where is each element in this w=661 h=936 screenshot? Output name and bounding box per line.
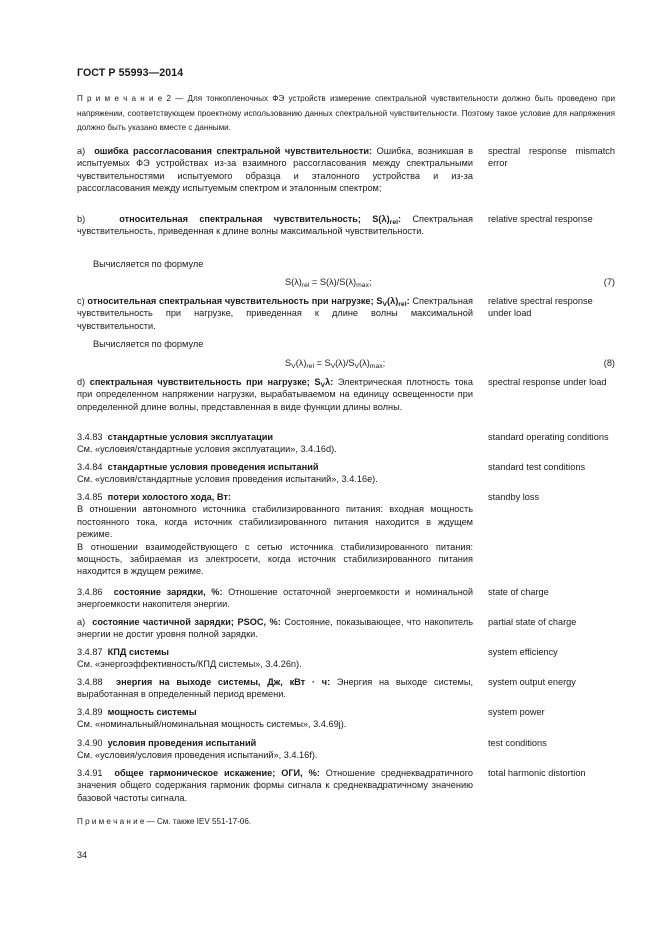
entry-term: ошибка рассогласования спектральной чувствительности: bbox=[94, 146, 373, 156]
entry-text: В отношении автономного источника стабилизированного питания: входная мощность постоянного тока, когда источник стабилизированного питания находится в ждущем режиме. bbox=[77, 504, 473, 540]
note-top bbox=[77, 92, 615, 136]
entry-number: 3.4.90 bbox=[77, 738, 103, 748]
entry-english: relative spectral response under load bbox=[488, 296, 593, 319]
entry-text: См. «энергоэффективность/КПД системы», 3.4.26n). bbox=[77, 659, 302, 670]
entry-number: d) bbox=[77, 377, 86, 387]
entry-term: стандартные условия эксплуатации bbox=[107, 432, 274, 442]
entry-text: Отношение среднеквадратичного значения общего содержания гармоник формы сигнала к среднеквадратичному значению базовой частоты сигнала. bbox=[77, 768, 473, 803]
entry-text: См. «номинальный/номинальная мощность системы», 3.4.69j). bbox=[77, 719, 347, 730]
entry-term: относительная спектральная чувствительность при нагрузке; $S_V(\lambda)_{rel}$: bbox=[87, 296, 410, 308]
entry-text: Отношение остаточной энергоемкости и номинальной энергоемкости накопителя энергии. bbox=[77, 587, 474, 610]
entry-term: энергия на выходе системы, Дж, кВт · ч: bbox=[116, 677, 331, 687]
entry-term: спектральная чувствительность при нагрузке; $S_V\lambda$: bbox=[89, 377, 334, 389]
entry-text: Спектральная чувствительность, приведенная к длине волны максимальной чувствительности. bbox=[77, 214, 473, 237]
entry-number: 3.4.88 bbox=[77, 677, 103, 687]
entry-text: См. «условия/стандартные условия проведения испытаний», 3.4.16е). bbox=[77, 474, 378, 485]
entry-english: standby loss bbox=[488, 492, 540, 502]
entry-text: Спектральная чувствительность при нагрузке, приведенная к длине волны максимальной чувствительности. bbox=[77, 296, 473, 331]
entry-english: state of charge bbox=[488, 587, 549, 597]
document-header: ГОСТ Р 55993—2014 bbox=[77, 67, 184, 79]
entry-number: 3.4.86 bbox=[77, 587, 103, 597]
entry-number: а) bbox=[77, 146, 86, 156]
entry-text: См. «условия/условия проведения испытаний», 3.4.16f). bbox=[77, 750, 318, 761]
entry-english: spectral response mismatch error bbox=[488, 146, 615, 169]
entry-term: относительная спектральная чувствительность; $S(\lambda)_{rel}$: bbox=[119, 214, 402, 226]
entry-english: test conditions bbox=[488, 738, 547, 748]
entry-english: system efficiency bbox=[488, 647, 558, 657]
entry-english: standard test conditions bbox=[488, 462, 586, 472]
entry-term: состояние частичной зарядки; PSOC, %: bbox=[92, 617, 281, 627]
entry-number: 3.4.87 bbox=[77, 647, 103, 657]
entry-term: состояние зарядки, %: bbox=[113, 587, 223, 597]
entry-term: мощность системы bbox=[107, 707, 197, 717]
entry-english: system power bbox=[488, 707, 545, 717]
note-bottom bbox=[77, 815, 615, 830]
entry-number: 3.4.89 bbox=[77, 707, 103, 717]
entry-number: 3.4.84 bbox=[77, 462, 103, 472]
entry-text: Состояние, показывающее, что накопитель энергии не достиг уровня полной зарядки. bbox=[77, 617, 474, 640]
entry-term: стандартные условия проведения испытаний bbox=[107, 462, 319, 472]
entry-text: Электрическая плотность тока при определенном напряжении нагрузки, вырабатываемом на единицу освещенности при определенной длине волны, представленная в виде функции длины волны. bbox=[77, 377, 473, 412]
entry-english: total harmonic distortion bbox=[488, 768, 586, 778]
entry-number: b) bbox=[77, 214, 86, 224]
entry-term: условия проведения испытаний bbox=[107, 738, 257, 748]
document-page: ГОСТ Р 55993—2014 П р и м е ч а н и е 2 — Для тонкопленочных ФЭ устройств измерение спектральной чувствительности должно быть проведено при напряжении, соответствующем проектному использованию данных спектральной чувствительности. Поэтому такое условие для напряжения должно быть указано вместе с данными. а) ошибка рассогласования спектральной чувствительности: Ошибка, возникшая в испытуемых ФЭ устройствах из-за взаимного рассогласования между спектральными чувствительностями испытуемого образца и эталонного устройства и из-за рассогласования между испытуемым спектром и эталонным спектром; spectral response mismatch error b) относительная спектральная чувствительность; $S(\lambda)_{rel}$: Спектральная чувствительность, приведенная к длине волны максимальной чувствительности. relative spectral response Вычисляется по формуле $S(\lambda)_{rel} = S(\lambda)/S(\lambda)_{max}$; (7) c) относительная спектральная чувствительность при нагрузке; $S_V(\lambda)_{rel}$: Спектральная чувствительность при нагрузке, приведенная к длине волны максимальной чувствительности. relative spectral response under load Вычисляется по формуле $S_V(\lambda)_{rel} = S_V(\lambda)/S_V(\lambda)_{max}$; (8) d) спектральная чувствительность при нагрузке; $S_V\lambda$: Электрическая плотность тока при определенном напряжении нагрузки, вырабатываемом на единицу освещенности при определенной длине волны, представленная в виде функции длины волны. spectral response under load 3.4.83 стандартные условия эксплуатации См. «условия/стандартные условия эксплуатации», 3.4.16d). standard operating conditions 3.4.84 стандартные условия проведения испытаний См. «условия/стандартные условия проведения испытаний», 3.4.16е). standard test conditions 3.4.85 потери холостого хода, Вт: В отношении автономного источника стабилизированного питания: входная мощность постоянного тока, когда источник стабилизированного питания находится в ждущем режиме. В отношении взаимодействующего с сетью источника стабилизированного питания: мощность, забираемая из электросети, когда источник стабилизированного питания находится в ждущем режиме. standby loss 3.4.86 состояние зарядки, %: Отношение остаточной энергоемкости и номинальной энергоемкости накопителя энергии. state of charge а) состояние частичной зарядки; PSOC, %: Состояние, показывающее, что накопитель энергии не достиг уровня полной зарядки. partial state of charge 3.4.87 КПД системы См. «энергоэффективность/КПД системы», 3.4.26n). system efficiency 3.4.88 энергия на выходе системы, Дж, кВт · ч: Энергия на выходе системы, выработанная в определенный период времени. system output energy 3.4.89 мощность системы См. «номинальный/номинальная мощность системы», 3.4.69j). system power 3.4.90 условия проведения испытаний См. «условия/условия проведения испытаний», 3.4.16f). test conditions 3.4.91 общее гармоническое искажение; ОГИ, %: Отношение среднеквадратичного значения общего содержания гармоник формы сигнала к среднеквадратичному значению базовой частоты сигнала. total harmonic distortion П р и м е ч а н и е — См. также IEV 551-17-06. 34 bbox=[77, 67, 615, 860]
entry-text: Энергия на выходе системы, выработанная в определенный период времени. bbox=[77, 677, 474, 700]
entry-english: spectral response under load bbox=[488, 377, 607, 387]
note-label: П р и м е ч а н и е bbox=[77, 817, 145, 826]
entry-number: 3.4.91 bbox=[77, 768, 103, 778]
formula-number: (8) bbox=[603, 358, 615, 368]
formula-number: (7) bbox=[603, 277, 615, 287]
entry-english: standard operating conditions bbox=[488, 432, 609, 442]
entry-term: потери холостого хода, Вт: bbox=[107, 492, 231, 502]
page-number: 34 bbox=[77, 850, 88, 860]
entry-term: КПД системы bbox=[107, 647, 169, 657]
entry-english: system output energy bbox=[488, 677, 576, 687]
entry-number: 3.4.83 bbox=[77, 432, 103, 442]
entry-text: В отношении взаимодействующего с сетью источника стабилизированного питания: мощность, забираемая из электросети, когда источник стабилизированного питания находится в ждущем режиме. bbox=[77, 541, 473, 577]
entry-english: relative spectral response bbox=[488, 214, 593, 224]
entry-text: Ошибка, возникшая в испытуемых ФЭ устройствах из-за взаимного рассогласования между спектральными чувствительностями испытуемого образца и эталонного устройства и из-за рассогласования между испытуемым спектром и эталонным спектром; bbox=[77, 146, 473, 194]
entry-number: 3.4.85 bbox=[77, 492, 103, 502]
note-text: 2 — Для тонкопленочных ФЭ устройств измерение спектральной чувствительности должно быть проведено при напряжении, соответствующем проектному использованию данных спектральной чувствительности. Поэтому такое условие для напряжения должно быть указано вместе с данными. bbox=[77, 94, 615, 132]
entry-text: См. «условия/стандартные условия эксплуатации», 3.4.16d). bbox=[77, 444, 337, 455]
note-label: П р и м е ч а н и е bbox=[77, 94, 163, 103]
entry-number: c) bbox=[77, 296, 85, 306]
entry-number: а) bbox=[77, 617, 86, 627]
entry-english: partial state of charge bbox=[488, 617, 577, 627]
entry-term: общее гармоническое искажение; ОГИ, %: bbox=[114, 768, 320, 778]
note-text: — См. также IEV 551-17-06. bbox=[144, 817, 252, 826]
